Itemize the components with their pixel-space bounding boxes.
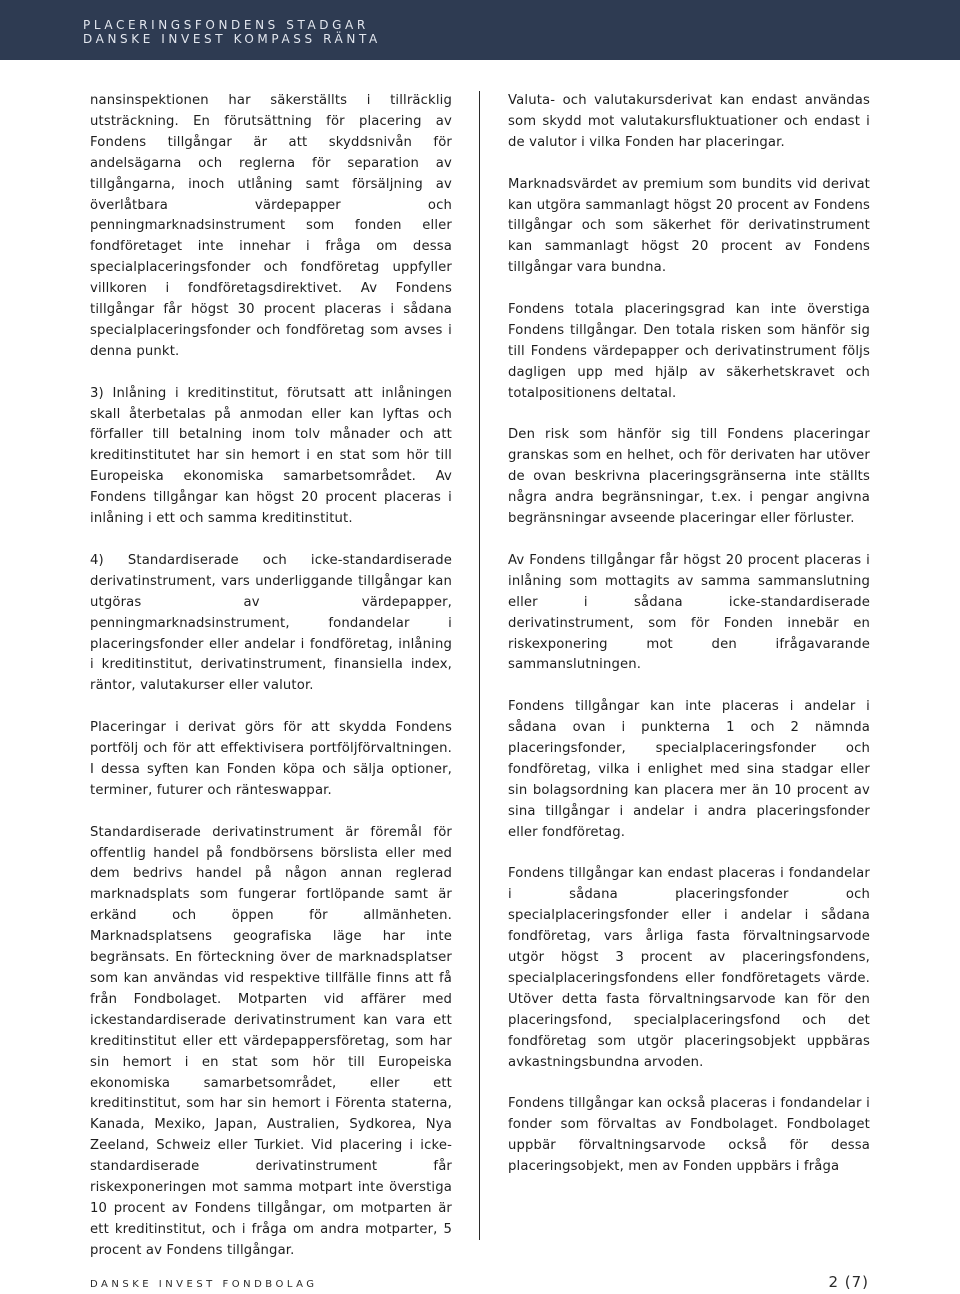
paragraph: Marknadsvärdet av premium som bundits vid derivat kan utgöra sammanlagt högst 20 procent av Fondens tillgångar och som säkerhet för derivatinstrument kan sammanlagt högst 20 procent av Fondens tillgångar vara bundna. bbox=[508, 176, 870, 276]
paragraph: 4) Standardiserade och icke-standardiserade derivatinstrument, vars underliggande tillgångar kan utgöras av värdepapper, penningmarknadsinstrument, fondandelar i placeringsfonder eller andelar i fondföretag, inlåning i kreditinstitut, derivatinstrument, finansiella index, räntor, valutakurser eller valutor. bbox=[90, 552, 452, 694]
paragraph: Fondens tillgångar kan också placeras i fondandelar i fonder som förvaltas av Fondbolaget. Fondbolaget uppbär förvaltningsarvode också för dessa placeringsobjekt, men av Fonden uppbärs i fråga bbox=[508, 1096, 870, 1175]
paragraph: Standardiserade derivatinstrument är föremål för offentlig handel på fondbörsens börslista eller med dem bedrivs handel på någon annan reglerad marknadsplats som fungerar fortlöpande samt är erkänd och öppen för allmänheten. Marknadsplatsens geografiska läge har inte begränsats. En förteckning över de marknadsplatser som kan användas vid respektive tillfälle finns att få från Fondbolaget. Motparten vid affärer med ickestandardiserade derivatinstrument kan vara ett kreditinstitut eller ett värdepappersföretag, som har sin hemort i en stat som hör till Europeiska ekonomiska samarbetsområdet, eller ett kreditinstitut, som har sin hemort i Förenta staterna, Kanada, Mexiko, Japan, Australien, Sydkorea, Nya Zeeland, Schweiz eller Turkiet. Vid placering i icke-standardiserade derivatinstrument får riskexponeringen mot samma motpart inte överstiga 10 procent av Fondens tillgångar, om motparten är ett kreditinstitut, och i fråga om andra motparter, 5 procent av Fondens tillgångar. bbox=[90, 824, 452, 1258]
page-number: 2 (7) bbox=[828, 1273, 869, 1291]
footer-company: DANSKE INVEST FONDBOLAG bbox=[90, 1279, 318, 1290]
paragraph: Fondens tillgångar kan endast placeras i fondandelar i sådana placeringsfonder och specialplaceringsfonder eller i andelar i sådana fondföretag, vars årliga fasta förvaltningsarvode utgör högst 3 procent av placeringsfondens, specialplaceringsfondens eller fondföretagets värde. Utöver detta fasta förvaltningsarvode kan för den placeringsfond, specialplaceringsfond och det fondföretag som utgör placeringsobjekt uppbäras avkastningsbundna arvoden. bbox=[508, 866, 870, 1070]
column-divider bbox=[479, 91, 480, 1240]
right-column bbox=[508, 91, 870, 1199]
left-column bbox=[90, 91, 452, 1283]
paragraph: 3) Inlåning i kreditinstitut, förutsatt att inlåningen skall återbetalas på anmodan eller kan lyftas och förfaller till betalning inom tolv månader och att kreditinstitutet har sin hemort i en stat som hör till Europeiska ekonomiska samarbetsområdet. Av Fondens tillgångar kan högst 20 procent placeras i inlåning i ett och samma kreditinstitut. bbox=[90, 385, 452, 527]
paragraph: Av Fondens tillgångar får högst 20 procent placeras i inlåning som mottagits av samma sammanslutning eller i sådana icke-standardiserade derivatinstrument, som för Fonden innebär en riskexponering mot den ifrågavarande sammanslutningen. bbox=[508, 552, 870, 673]
paragraph: Placeringar i derivat görs för att skydda Fondens portfölj och för att effektivisera portföljförvaltningen. I dessa syften kan Fonden köpa och sälja optioner, terminer, futurer och ränteswappar. bbox=[90, 720, 452, 798]
paragraph: nansinspektionen har säkerställts i tillräcklig utsträckning. En förutsättning för placering av Fondens tillgångar är att skyddsnivån för andelsägarna och reglerna för separation av tillgångarna, inoch utlåning samt försäljning av överlåtbara värdepapper och penningmarknadsinstrument som fonden eller fondföretaget inte innehar i fråga om dessa specialplaceringsfonder och fondföretag uppfyller villkoren i fondföretagsdirektivet. Av Fondens tillgångar får högst 30 procent placeras i sådana specialplaceringsfonder och fondföretag som avses i denna punkt. bbox=[90, 93, 452, 359]
header-subtitle: DANSKE INVEST KOMPASS RÄNTA bbox=[83, 32, 381, 46]
paragraph: Fondens tillgångar kan inte placeras i andelar i sådana ovan i punkterna 1 och 2 nämnda placeringsfonder, specialplaceringsfonder och fondföretag, vilka i enlighet med sina stadgar eller sin bolagsordning kan placera mer än 10 procent av sina tillgångar i andelar i andra placeringsfonder eller fondföretag. bbox=[508, 699, 870, 840]
document-header bbox=[0, 0, 960, 60]
paragraph: Den risk som hänför sig till Fondens placeringar granskas som en helhet, och för derivaten har utöver de ovan beskrivna placeringsgränserna inte ställts några andra begränsningar, t.ex. i pengar angivna begränsningar avseende placeringar eller förluster. bbox=[508, 427, 870, 527]
paragraph: Valuta- och valutakursderivat kan endast användas som skydd mot valutakursfluktuationer och endast i de valutor i vilka Fonden har placeringar. bbox=[508, 93, 870, 150]
paragraph: Fondens totala placeringsgrad kan inte överstiga Fondens tillgångar. Den totala risken som hänför sig till Fondens värdepapper och derivatinstrument följs dagligen upp med hjälp av säkerhetskravet och totalpositionens deltatal. bbox=[508, 302, 870, 401]
header-title: PLACERINGSFONDENS STADGAR bbox=[83, 18, 369, 32]
